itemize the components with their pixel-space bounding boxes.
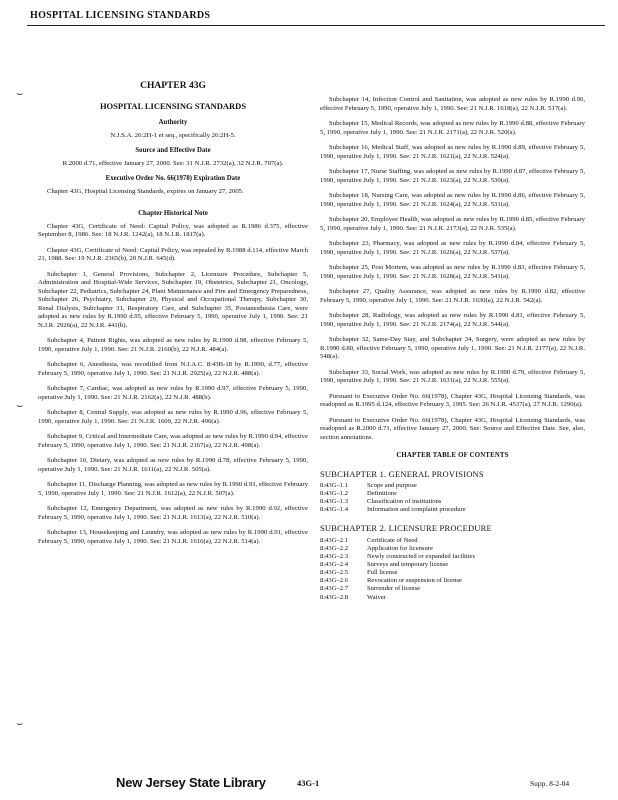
history-paragraph: Subchapter 9, Critical and Intermediate Care, was adopted as new rules by R.1990 d.94, effective February 5, 1990, operative July 1, 1990. See: 21 N.J.R. 2167(a), 22 N.J.R. 498(a). bbox=[38, 433, 308, 449]
section-number: 8:43G–2.7 bbox=[320, 585, 349, 593]
history-paragraph: Subchapter 6, Anesthesia, was recodified from N.J.A.C. 8:43B-18 by R.1990, d.77, effective February 5, 1990, operative July 1, 1990. See: 21 N.J.R. 2925(a), 22 N.J.R. 488(a). bbox=[38, 361, 308, 377]
toc-subchapter-1 bbox=[320, 482, 466, 514]
subchapter-1-heading: SUBCHAPTER 1. GENERAL PROVISIONS bbox=[320, 468, 484, 479]
history-paragraph: Subchapter 7, Cardiac, was adopted as new rules by R.1990 d.97, effective February 5, 1990, operative July 1, 1990. See: 21 N.J.R. 2162(a), 22 N.J.R. 488(b). bbox=[38, 385, 308, 401]
section-number: 8:43G–2.2 bbox=[320, 544, 349, 552]
section-number: 8:43G–1.3 bbox=[320, 498, 349, 506]
library-stamp: New Jersey State Library bbox=[116, 775, 266, 790]
toc-row bbox=[320, 482, 466, 490]
source-heading: Source and Effective Date bbox=[135, 147, 211, 154]
toc-row bbox=[320, 585, 475, 593]
subchapter-2-heading: SUBCHAPTER 2. LICENSURE PROCEDURE bbox=[320, 523, 492, 534]
margin-mark: ⌣ bbox=[16, 400, 24, 412]
history-paragraph: Pursuant to Executive Order No. 66(1978), Chapter 43G, Hospital Licensing Standards, was readopted as R.1995 d.124, effective February 3, 1995. See: 26 N.J.R. 4537(a), 27 N.J.R. 1290(a). bbox=[320, 392, 585, 408]
chapter-number: CHAPTER 43G bbox=[140, 81, 206, 91]
history-paragraph: Subchapter 25, Post Mortem, was adopted as new rules by R.1990 d.83, effective February 5, 1990, operative July 1, 1990. See: 21 N.J.R. 1628(a), 22 N.J.R. 541(a). bbox=[320, 264, 585, 280]
history-paragraph: Subchapter 18, Nursing Care, was adopted as new rules by R.1990 d.86, effective February 5, 1990, operative July 1, 1990. See: 21 N.J.R. 1624(a), 22 N.J.R. 531(a). bbox=[320, 192, 585, 208]
section-title: Certificate of Need bbox=[367, 536, 418, 544]
supplement-date: Supp. 8-2-04 bbox=[530, 779, 570, 788]
left-column bbox=[38, 82, 308, 553]
section-number: 8:43G–1.4 bbox=[320, 506, 349, 514]
toc-row bbox=[320, 545, 475, 553]
toc-row bbox=[320, 490, 466, 498]
section-title: Scope and purpose bbox=[367, 482, 417, 489]
exec-order-heading: Executive Order No. 66(1978) Expiration Date bbox=[105, 175, 241, 182]
section-number: 8:43G–2.3 bbox=[320, 553, 349, 561]
history-paragraph: Subchapter 28, Radiology, was adopted as new rules by R.1990 d.81, effective February 5, 1990, operative July 1, 1990. See: 21 N.J.R. 2174(a), 22 N.J.R. 544(a). bbox=[320, 312, 585, 328]
section-title: Application for licensure bbox=[367, 544, 433, 552]
source-text: R.2000 d.71, effective January 27, 2000. See: 31 N.J.R. 2732(a), 32 N.J.R. 707(a). bbox=[62, 159, 284, 167]
history-paragraph: Subchapter 1, General Provisions, Subchapter 2, Licensure Procedure, Subchapter 5, Administration and Hospital-Wide Services, Subchapter 19, Obstetrics, Subchapter 21, Oncology, Subchapter 22, Pediatrics, Subchapter 24, Plant Maintenance and Fire and Emergency Preparedness, Subchapter 26, Psychiatry, Subchapter 29, Physical and Occupational Therapy, Subchapter 30, Renal Dialysis, Subchapter 31, Respiratory Care, and Subchapter 35, Postanesthesia Care, were adopted as new rules by R.1990 d.95, effective February 5, 1990, operative July 1, 1990. See: 21 N.J.R. 2926(a), 22 N.J.R. 441(b). bbox=[38, 270, 308, 329]
toc-row bbox=[320, 594, 475, 602]
toc-title: CHAPTER TABLE OF CONTENTS bbox=[396, 452, 509, 459]
section-title: Surveys and temporary license bbox=[367, 561, 449, 569]
history-paragraph: Subchapter 4, Patient Rights, was adopted as new rules by R.1990 d.98, effective February 5, 1990, operative July 1, 1990. See: 21 N.J.R. 2160(b), 22 N.J.R. 484(a). bbox=[38, 337, 308, 353]
section-number: 8:43G–2.6 bbox=[320, 577, 349, 585]
section-title: Full license bbox=[367, 569, 398, 577]
authority-text: N.J.S.A. 26:2H-1 et seq., specifically 26:2H-5. bbox=[110, 131, 236, 139]
toc-row bbox=[320, 498, 466, 506]
history-paragraph: Subchapter 8, Central Supply, was adopted as new rules by R.1990 d.96, effective February 5, 1990, operative July 1, 1990. See: 21 N.J.R. 1609, 22 N.J.R. 496(a). bbox=[38, 409, 308, 425]
right-column bbox=[320, 96, 585, 612]
section-title: Definitions bbox=[367, 490, 397, 498]
history-paragraph: Subchapter 14, Infection Control and Sanitation, was adopted as new rules by R.1990 d.90, effective February 5, 1990, operative July 1, 1990. See: 21 N.J.R. 1618(a), 22 N.J.R. 517(a). bbox=[320, 96, 585, 112]
section-number: 8:43G–2.5 bbox=[320, 569, 349, 577]
section-number: 8:43G–2.8 bbox=[320, 593, 349, 601]
toc-row bbox=[320, 561, 475, 569]
history-paragraph: Subchapter 27, Quality Assurance, was adopted as new rules by R.1990 d.82, effective February 5, 1990, operative July 1, 1990. See: 21 N.J.R. 1630(a), 22 N.J.R. 542(a). bbox=[320, 288, 585, 304]
toc-row bbox=[320, 577, 475, 585]
section-number: 8:43G–1.1 bbox=[320, 482, 349, 489]
section-title: Surrender of license bbox=[367, 585, 421, 593]
toc-row bbox=[320, 569, 475, 577]
history-paragraph: Chapter 43G, Certificate of Need: Capital Policy, was adopted as R.1986 d.375, effective September 8, 1986. See: 18 N.J.R. 1242(a), 18 N.J.R. 1817(a). bbox=[38, 222, 308, 238]
section-title: Revocation or suspension of license bbox=[367, 577, 462, 585]
section-title: Waiver bbox=[367, 593, 386, 601]
history-paragraph: Subchapter 32, Same-Day Stay, and Subchapter 34, Surgery, were adopted as new rules by R.1990 d.80, effective February 5, 1990, operative July 1, 1990. See: 21 N.J.R. 2177(a), 22 N.J.R. 548(a). bbox=[320, 336, 585, 360]
history-paragraph: Subchapter 12, Emergency Department, was adopted as new rules by R.1990 d.92, effective February 5, 1990, operative July 1, 1990. See: 21 N.J.R. 1613(a), 22 N.J.R. 510(a). bbox=[38, 505, 308, 521]
section-number: 8:43G–2.4 bbox=[320, 561, 349, 569]
page-number: 43G-1 bbox=[297, 778, 320, 788]
toc-row bbox=[320, 553, 475, 561]
toc-row bbox=[320, 537, 475, 545]
history-paragraph: Chapter 43G, Certificate of Need: Capital Policy, was repealed by R.1988 d.114, effective March 21, 1988. See: 19 N.J.R. 2365(b), 20 N.J.R. 645(d). bbox=[38, 246, 308, 262]
history-paragraph: Pursuant to Executive Order No. 66(1978), Chapter 43G, Hospital Licensing Standards, was readopted as R.2000 d.71, effective January 27, 2000. See: Source and Effective Date. See, also, section annotations. bbox=[320, 416, 585, 441]
section-number: 8:43G–1.2 bbox=[320, 490, 349, 498]
running-head: HOSPITAL LICENSING STANDARDS bbox=[30, 10, 211, 21]
history-paragraph: Subchapter 17, Nurse Staffing, was adopted as new rules by R.1990 d.87, effective February 5, 1990, operative July 1, 1990. See: 21 N.J.R. 1623(a), 22 N.J.R. 530(a). bbox=[320, 168, 585, 184]
chapter-title: HOSPITAL LICENSING STANDARDS bbox=[99, 100, 247, 111]
header-rule bbox=[27, 25, 605, 26]
authority-heading: Authority bbox=[158, 119, 188, 126]
section-number: 8:43G–2.1 bbox=[320, 536, 349, 544]
history-heading: Chapter Historical Note bbox=[138, 210, 208, 217]
history-paragraph: Subchapter 20, Employee Health, was adopted as new rules by R.1990 d.85, effective February 5, 1990, operative July 1, 1990. See: 21 N.J.R. 2173(a), 22 N.J.R. 535(a). bbox=[320, 216, 585, 232]
section-title: Newly constructed or expanded facilities bbox=[367, 553, 476, 561]
exec-order-text: Chapter 43G, Hospital Licensing Standards, expires on January 27, 2005. bbox=[47, 187, 244, 195]
section-title: Classification of institutions bbox=[367, 498, 442, 506]
history-paragraph: Subchapter 15, Medical Records, was adopted as new rules by R.1990 d.88, effective February 5, 1990, operative July 1, 1990. See: 21 N.J.R. 2171(a), 22 N.J.R. 520(a). bbox=[320, 120, 585, 136]
history-paragraph: Subchapter 10, Dietary, was adopted as new rules by R.1990 d.78, effective February 5, 1990, operative July 1, 1990. See: 21 N.J.R. 1611(a), 22 N.J.R. 505(a). bbox=[38, 457, 308, 473]
history-paragraph: Subchapter 11, Discharge Planning, was adopted as new rules by R.1990 d.93, effective February 5, 1990, operative July 1, 1990. See: 21 N.J.R. 1612(a), 22 N.J.R. 507(a). bbox=[38, 481, 308, 497]
toc-row bbox=[320, 506, 466, 514]
margin-mark: ⌣ bbox=[16, 88, 24, 100]
history-paragraph: Subchapter 33, Social Work, was adopted as new rules by R.1990 d.79, effective February 5, 1990, operative July 1, 1990. See: 21 N.J.R. 1631(a), 22 N.J.R. 555(a). bbox=[320, 368, 585, 384]
toc-subchapter-2 bbox=[320, 537, 475, 602]
margin-mark: ⌣ bbox=[16, 718, 24, 730]
history-paragraph: Subchapter 16, Medical Staff, was adopted as new rules by R.1990 d.89, effective February 5, 1990, operative July 1, 1990. See: 21 N.J.R. 1621(a), 22 N.J.R. 524(a). bbox=[320, 144, 585, 160]
history-paragraph: Subchapter 13, Housekeeping and Laundry, was adopted as new rules by R.1990 d.91, effective February 5, 1990, operative July 1, 1990. See: 21 N.J.R. 1616(a), 22 N.J.R. 514(a). bbox=[38, 529, 308, 545]
history-paragraph: Subchapter 23, Pharmacy, was adopted as new rules by R.1990 d.84, effective February 5, 1990, operative July 1, 1990. See: 21 N.J.R. 1626(a), 22 N.J.R. 537(a). bbox=[320, 240, 585, 256]
section-title: Information and complaint procedure bbox=[367, 506, 466, 514]
